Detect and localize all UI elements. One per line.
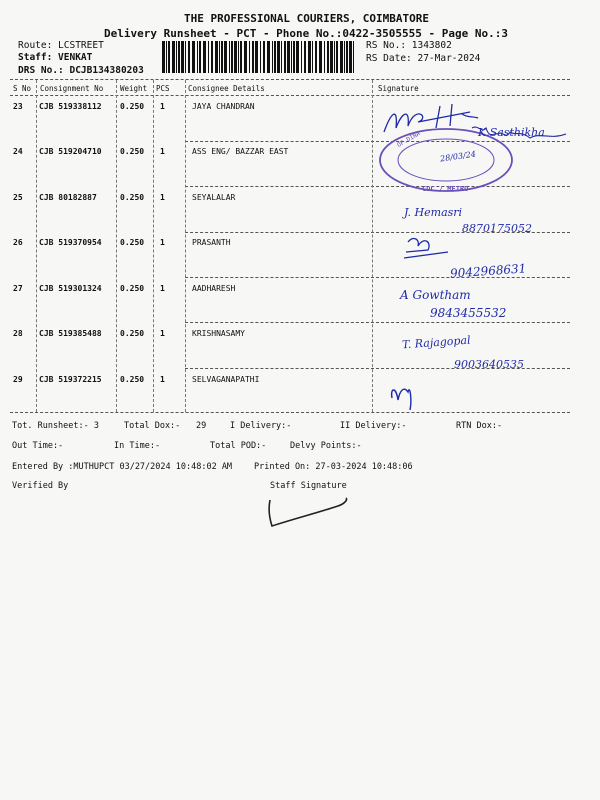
row-consignee: ASS ENG/ BAZZAR EAST [192, 147, 289, 156]
barcode-bar [255, 41, 258, 73]
row-sno: 29 [13, 375, 23, 384]
barcode-bar [277, 41, 280, 73]
barcode-bar [272, 41, 273, 73]
barcode-bar [197, 41, 198, 73]
signature-row-25-name: J. Hemasri [404, 206, 463, 219]
rs-number: RS No.: 1343802 [366, 40, 452, 51]
row-consignee: PRASANTH [192, 238, 231, 247]
barcode-bar [319, 41, 322, 73]
row-consignee: KRISHNASAMY [192, 329, 245, 338]
barcode-bar [301, 41, 302, 73]
row-consignment: CJB 519372215 [39, 375, 102, 384]
signature-row-27-phone: 9843455532 [430, 306, 507, 320]
barcode-bar [211, 41, 213, 73]
barcode-bar [327, 41, 329, 73]
total-dox-value: 29 [196, 421, 207, 431]
barcode-bar [215, 41, 218, 73]
barcode-bar [291, 41, 292, 73]
row-pcs: 1 [160, 284, 165, 293]
col-header-consignee: Consignee Details [188, 84, 265, 93]
barcode-bar [263, 41, 265, 73]
barcode-bar [330, 41, 333, 73]
barcode-bar [315, 41, 317, 73]
runsheet-subtitle: Delivery Runsheet - PCT - Phone No.:0422-3505555 - Page No.:3 [104, 27, 508, 40]
barcode-bar [238, 41, 239, 73]
col-header-consignment: Consignment No [40, 84, 104, 93]
total-pod: Total POD:- [210, 441, 267, 451]
verified-by: Verified By [12, 481, 69, 491]
barcode-bar [240, 41, 242, 73]
row-weight: 0.250 [120, 284, 145, 293]
row-consignee: SEYALALAR [192, 193, 236, 202]
barcode-bar [344, 41, 345, 73]
row-weight: 0.250 [120, 102, 145, 111]
out-time: Out Time:- [12, 441, 64, 451]
barcode-bar [168, 41, 170, 73]
staff-signature-mark [269, 498, 346, 526]
signature-row-26-phone: 9042968631 [449, 261, 527, 281]
staff-label: Staff: VENKAT [18, 52, 93, 63]
ii-delivery: II Delivery:- [340, 421, 407, 431]
barcode-bar [234, 41, 237, 73]
barcode-bar [249, 41, 250, 73]
row-sno: 27 [13, 284, 23, 293]
barcode-bar [296, 41, 299, 73]
barcode-bar [208, 41, 209, 73]
stamp-text-top: OF.DINA [395, 130, 422, 149]
row-pcs: 1 [160, 375, 165, 384]
row-pcs: 1 [160, 193, 165, 202]
row-consignment: CJB 519301324 [39, 284, 102, 293]
signature-row-25-phone: 8870175052 [462, 222, 532, 235]
barcode-bar [336, 41, 338, 73]
barcode-bar [221, 41, 223, 73]
stamp-date: 28/03/24 [439, 149, 477, 164]
barcode-bar [224, 41, 227, 73]
row-weight: 0.250 [120, 147, 145, 156]
tot-runsheet: Tot. Runsheet:- 3 [12, 421, 99, 431]
signature-row-24: K.Sasthikha [478, 126, 545, 139]
signature-row-28-phone: 9003640535 [454, 358, 524, 371]
row-rule [185, 277, 570, 278]
col-header-pcs: PCS [156, 84, 170, 93]
col-divider [153, 80, 154, 412]
row-rule [185, 322, 570, 323]
row-consignment: CJB 519338112 [39, 102, 102, 111]
barcode-bar [231, 41, 233, 73]
table-header-rule [10, 95, 570, 96]
row-pcs: 1 [160, 102, 165, 111]
table-bottom-rule [10, 412, 570, 413]
in-time: In Time:- [114, 441, 161, 451]
barcode-bar [166, 41, 167, 73]
staff-signature-label: Staff Signature [270, 481, 347, 491]
row-weight: 0.250 [120, 238, 145, 247]
barcode-bar [185, 41, 186, 73]
barcode-bar [203, 41, 206, 73]
row-pcs: 1 [160, 329, 165, 338]
row-consignee: JAYA CHANDRAN [192, 102, 255, 111]
row-sno: 24 [13, 147, 23, 156]
row-sno: 28 [13, 329, 23, 338]
table-top-rule [10, 79, 570, 80]
col-header-signature: Signature [378, 84, 419, 93]
barcode-bar [176, 41, 177, 73]
row-rule [185, 141, 570, 142]
barcode-bar [353, 41, 354, 73]
barcode-icon [160, 41, 358, 73]
rtn-dox: RTN Dox:- [456, 421, 503, 431]
barcode-bar [312, 41, 313, 73]
rs-date: RS Date: 27-Mar-2024 [366, 53, 481, 64]
total-dox-label: Total Dox:- [124, 421, 181, 431]
barcode-bar [346, 41, 348, 73]
row-pcs: 1 [160, 238, 165, 247]
barcode-bar [324, 41, 325, 73]
barcode-bar [308, 41, 311, 73]
col-divider [116, 80, 117, 412]
row-sno: 25 [13, 193, 23, 202]
barcode-bar [178, 41, 180, 73]
row-sno: 23 [13, 102, 23, 111]
barcode-bar [181, 41, 184, 73]
barcode-bar [172, 41, 175, 73]
row-sno: 26 [13, 238, 23, 247]
company-title: THE PROFESSIONAL COURIERS, COIMBATORE [184, 12, 430, 25]
barcode-bar [274, 41, 276, 73]
row-weight: 0.250 [120, 375, 145, 384]
col-divider [185, 80, 186, 412]
barcode-bar [293, 41, 295, 73]
barcode-bar [244, 41, 247, 73]
entered-by: Entered By :MUTHUPCT 03/27/2024 10:48:02 AM [12, 462, 233, 472]
row-consignment: CJB 519204710 [39, 147, 102, 156]
signature-row-27-name: A Gowtham [400, 288, 471, 302]
barcode-bar [199, 41, 201, 73]
row-consignment: CJB 80182887 [39, 193, 97, 202]
col-divider [372, 80, 373, 412]
delvy-points: Delvy Points:- [290, 441, 362, 451]
row-consignment: CJB 519385488 [39, 329, 102, 338]
barcode-bar [284, 41, 286, 73]
row-rule [185, 186, 570, 187]
printed-on: Printed On: 27-03-2024 10:48:06 [254, 462, 413, 472]
row-consignee: AADHARESH [192, 284, 236, 293]
barcode-bar [192, 41, 195, 73]
barcode-bar [349, 41, 352, 73]
barcode-bar [267, 41, 270, 73]
row-consignee: SELVAGANAPATHI [192, 375, 260, 384]
row-consignment: CJB 519370954 [39, 238, 102, 247]
barcode-bar [287, 41, 290, 73]
barcode-bar [229, 41, 230, 73]
col-divider [36, 80, 37, 412]
route-label: Route: LCSTREET [18, 40, 104, 51]
barcode-bar [260, 41, 261, 73]
signature-row-28-name: T. Rajagopal [401, 333, 471, 352]
barcode-bar [252, 41, 254, 73]
stamp-text-bottom: CDC / METRO [422, 185, 469, 193]
barcode-bar [219, 41, 220, 73]
i-delivery: I Delivery:- [230, 421, 292, 431]
barcode-bar [281, 41, 282, 73]
barcode-bar [162, 41, 165, 73]
row-weight: 0.250 [120, 329, 145, 338]
barcode-bar [334, 41, 335, 73]
barcode-bar [304, 41, 306, 73]
drs-number: DRS No.: DCJB134380203 [18, 65, 144, 76]
row-weight: 0.250 [120, 193, 145, 202]
col-header-weight: Weight [120, 84, 148, 93]
col-header-sno: S No [13, 84, 32, 93]
barcode-bar [188, 41, 190, 73]
barcode-bar [340, 41, 343, 73]
row-pcs: 1 [160, 147, 165, 156]
